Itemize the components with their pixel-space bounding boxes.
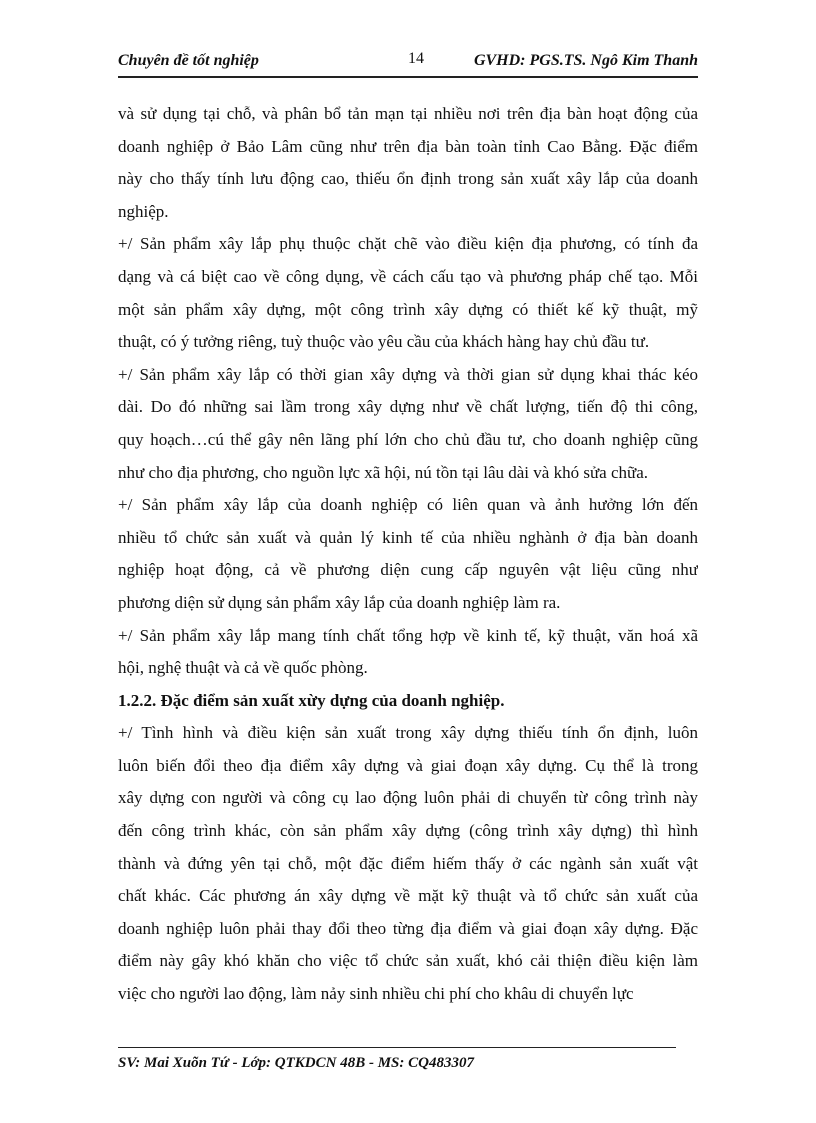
text-line: này cho thấy tính lưu động cao, thiếu ổn định trong sản xuất xây lắp của doanh: [118, 169, 698, 189]
text-line: +/ Sản phẩm xây lắp phụ thuộc chặt chẽ vào điều kiện địa phương, có tính đa: [118, 234, 698, 254]
section-heading: 1.2.2. Đặc điểm sản xuất xừy dựng của doanh nghiệp.: [118, 690, 505, 710]
text-line: quy hoạch…cú thể gây nên lãng phí lớn cho chủ đầu tư, cho doanh nghiệp cũng: [118, 429, 698, 449]
text-line: +/ Sản phẩm xây lắp có thời gian xây dựng và thời gian sử dụng khai thác kéo: [118, 364, 698, 384]
text-line: +/ Sản phẩm xây lắp mang tính chất tổng hợp về kinh tế, kỹ thuật, văn hoá xã: [118, 625, 698, 645]
text-line: chất khác. Các phương án xây dựng về mặt kỹ thuật và tổ chức sản xuất của: [118, 886, 698, 906]
page-number: 14: [408, 50, 424, 67]
text-line: doanh nghiệp luôn phải thay đổi theo từng địa điểm và giai đoạn xây dựng. Đặc: [118, 918, 698, 938]
text-line: +/ Tình hình và điều kiện sản xuất trong xây dựng thiếu tính ổn định, luôn: [118, 723, 698, 743]
header-advisor: GVHD: PGS.TS. Ngô Kim Thanh: [473, 52, 698, 69]
body-text: [118, 98, 698, 1011]
text-line: một sản phẩm xây dựng, một công trình xây dựng có thiết kế kỹ thuật, mỹ: [118, 299, 698, 319]
text-line: thành và đứng yên tại chỗ, một đặc điểm hiếm thấy ở các ngành sản xuất vật: [118, 853, 698, 873]
header-title: Chuyên đề tốt nghiệp: [118, 52, 259, 69]
footer-divider: [118, 1047, 676, 1048]
text-line: dạng và cá biệt cao về công dụng, về cách cấu tạo và phương pháp chế tạo. Mỗi: [118, 266, 698, 286]
text-line: điểm này gây khó khăn cho việc tổ chức sản xuất, khó cải thiện điều kiện làm: [118, 951, 698, 971]
text-line: phương diện sử dụng sản phẩm xây lắp của doanh nghiệp làm ra.: [118, 592, 561, 612]
text-line: hội, nghệ thuật và cả về quốc phòng.: [118, 658, 368, 678]
page-footer: SV: Mai Xuõn Tứ - Lớp: QTKDCN 48B - MS: CQ483307: [118, 1055, 474, 1071]
text-line: như cho địa phương, cho nguồn lực xã hội, nú tồn tại lâu dài và khó sửa chữa.: [118, 462, 649, 482]
text-line: đến công trình khác, còn sản phẩm xây dựng (công trình xây dựng) thì hình: [118, 821, 698, 841]
page-header: [118, 50, 698, 78]
text-line: doanh nghiệp ở Bảo Lâm cũng như trên địa bàn toàn tỉnh Cao Bằng. Đặc điểm: [118, 136, 698, 156]
text-line: việc cho người lao động, làm nảy sinh nhiều chi phí cho khâu di chuyển lực: [118, 984, 634, 1004]
text-line: thuật, có ý tưởng riêng, tuỳ thuộc vào yêu cầu của khách hàng hay chủ đầu tư.: [118, 332, 650, 352]
text-line: dài. Do đó những sai lầm trong xây dựng như về chất lượng, tiến độ thi công,: [118, 397, 698, 417]
text-line: nghiệp hoạt động, cả về phương diện cung cấp nguyên vật liệu cũng như: [118, 560, 698, 580]
text-line: luôn biến đổi theo địa điểm xây dựng và giai đoạn xây dựng. Cụ thể là trong: [118, 755, 698, 775]
text-line: nghiệp.: [118, 201, 169, 221]
text-line: +/ Sản phẩm xây lắp của doanh nghiệp có liên quan và ảnh hưởng lớn đến: [118, 495, 698, 515]
text-line: nhiều tổ chức sản xuất và quản lý kinh tế của nhiều nghành ở địa bàn doanh: [118, 527, 698, 547]
text-line: và sử dụng tại chỗ, và phân bổ tản mạn tại nhiều nơi trên địa bàn hoạt động của: [118, 104, 698, 123]
text-line: xây dựng con người và công cụ lao động luôn phải di chuyển từ công trình này: [118, 788, 698, 808]
